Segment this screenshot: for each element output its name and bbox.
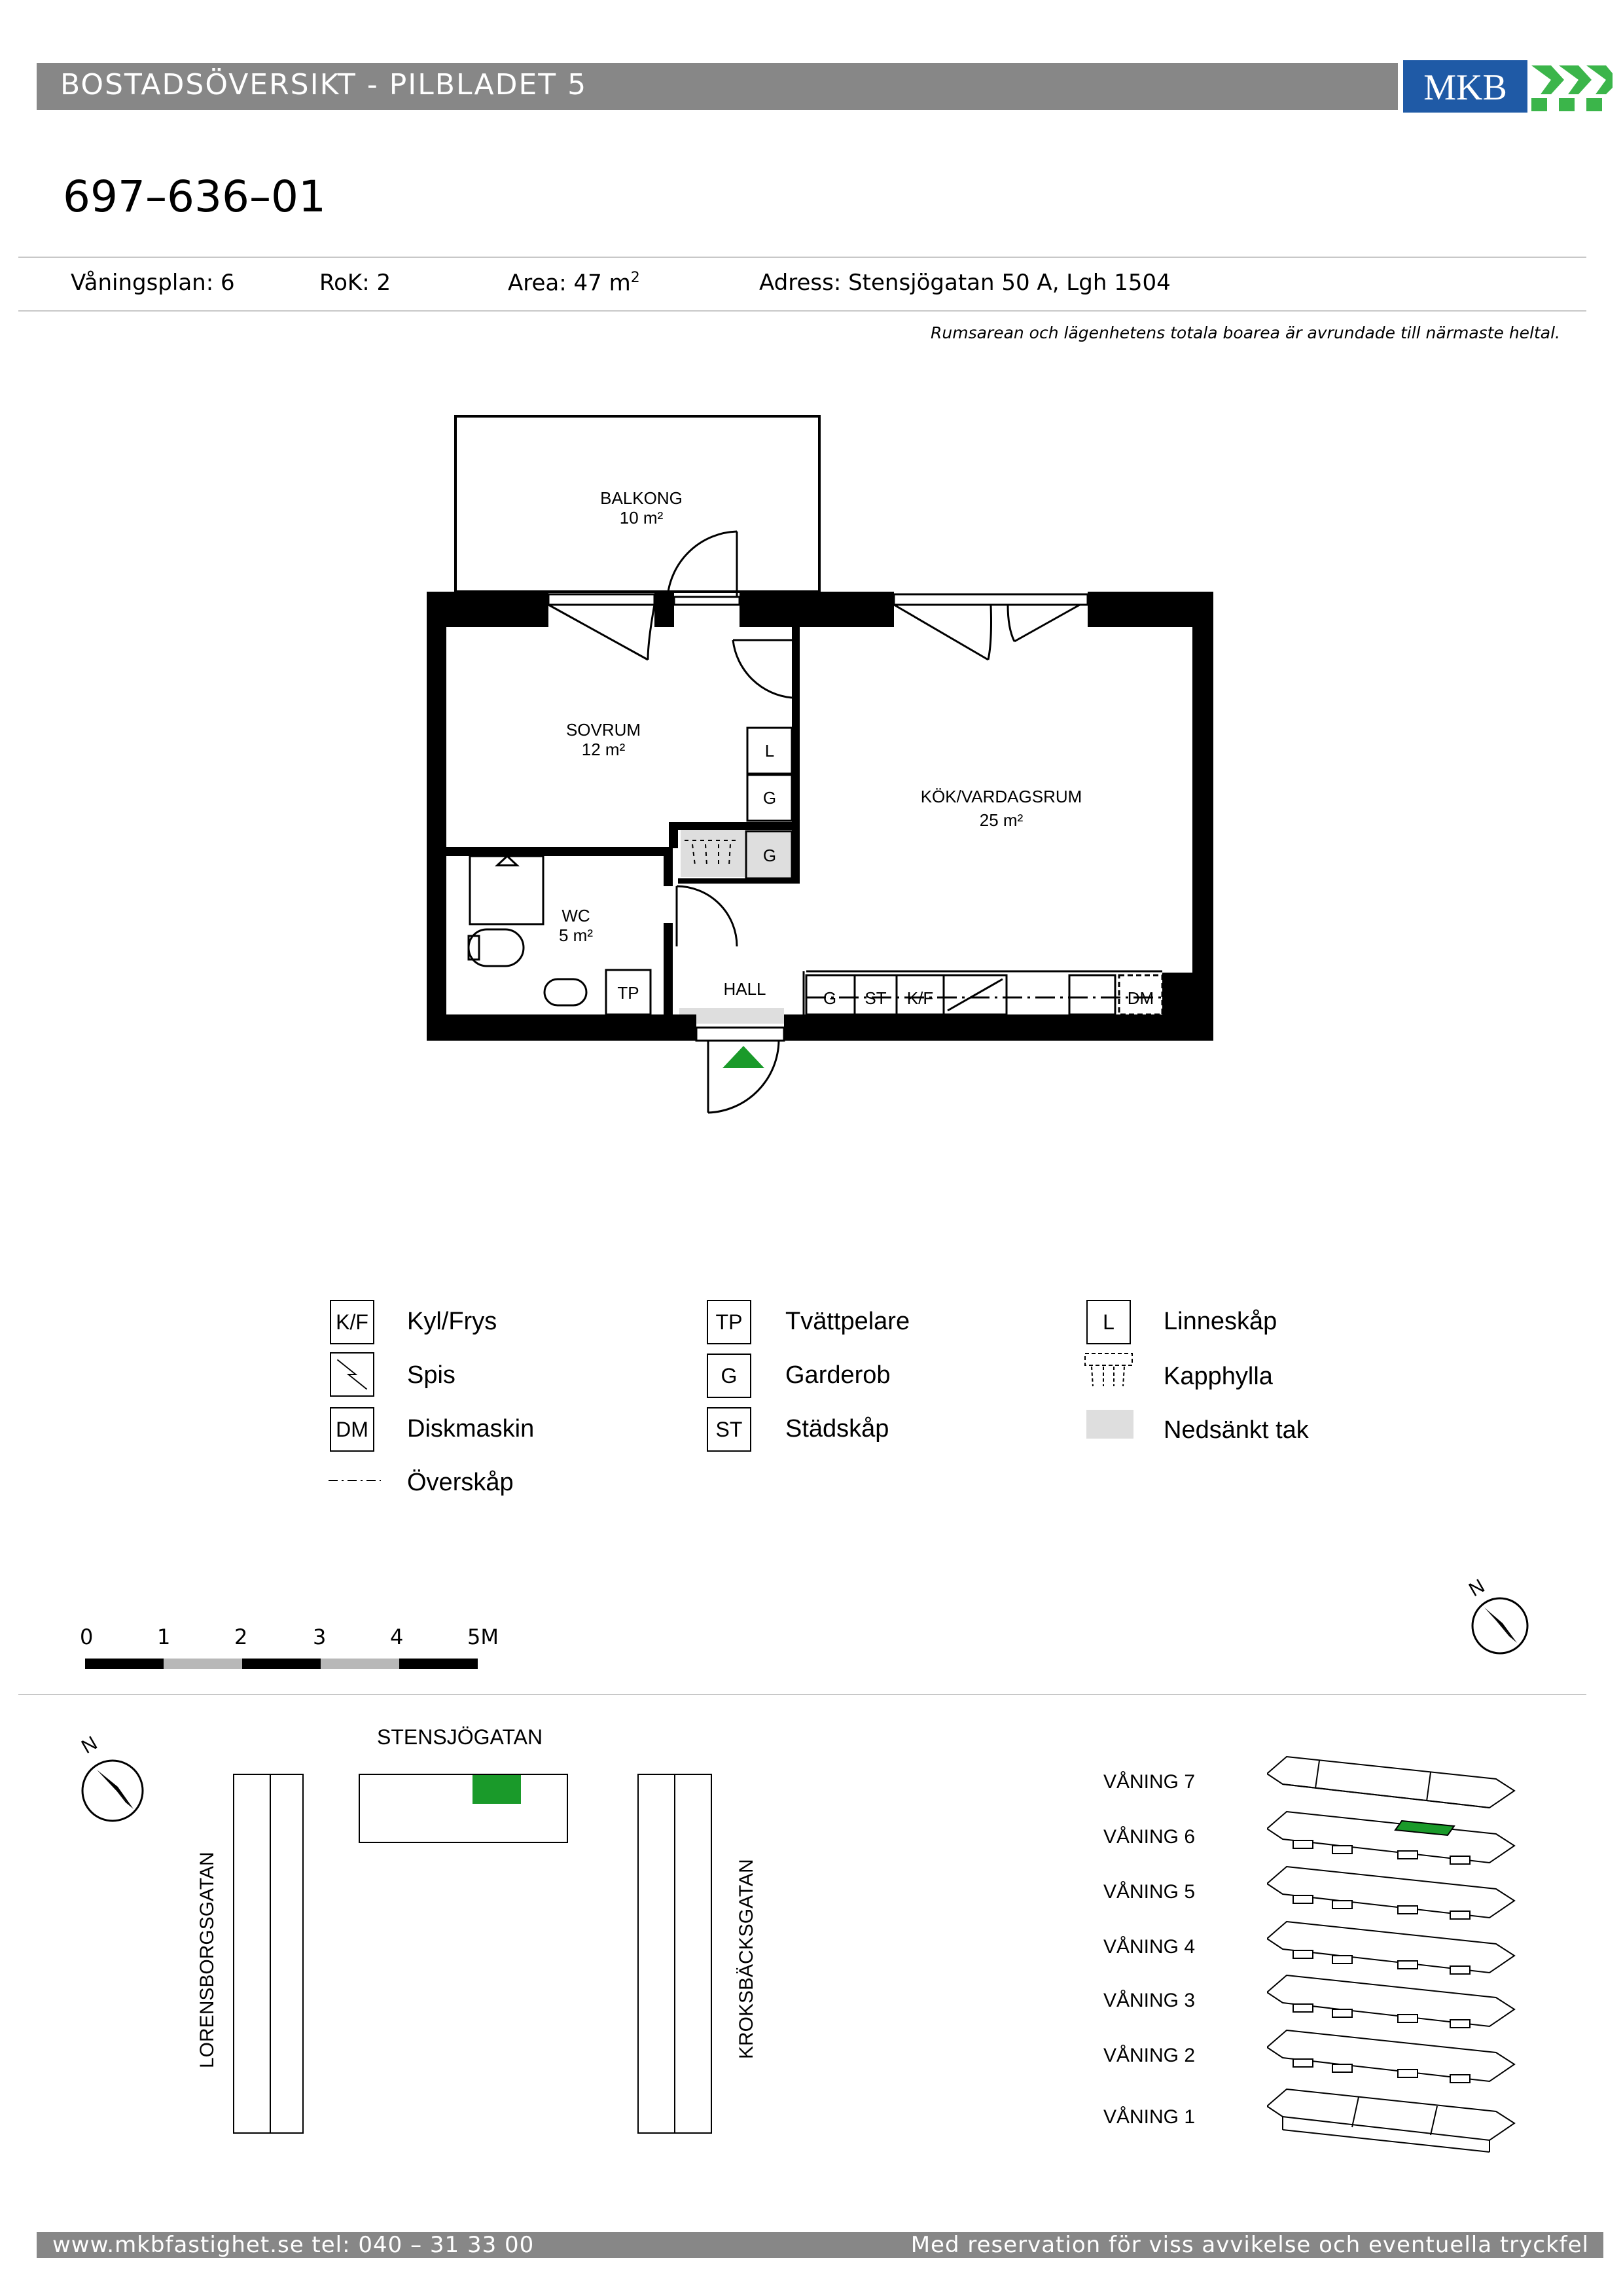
mark-wardrobe-2: G: [762, 846, 777, 865]
mark-wardrobe-1: G: [762, 788, 777, 808]
entry-arrow: [722, 1046, 764, 1068]
legend-box-l: L: [1086, 1300, 1131, 1344]
divider-bottom: [18, 1694, 1586, 1695]
legend-box-g: G: [707, 1354, 751, 1398]
kok-area: 25 m²: [979, 810, 1024, 830]
footer-disclaimer: Med reservation för viss avvikelse och eventuella tryckfel: [910, 2232, 1589, 2258]
area-sup: 2: [630, 270, 640, 286]
outer-walls: [427, 592, 1213, 1041]
compass-top: [1457, 1571, 1535, 1662]
floor-3-label: VÅNING 3: [1103, 1990, 1196, 2011]
scale-bar: [85, 1659, 478, 1669]
building-right-divider: [674, 1774, 675, 2134]
floor-1-label: VÅNING 1: [1103, 2106, 1196, 2128]
logo-text: MKB: [1423, 67, 1507, 108]
sovrum-name: SOVRUM: [565, 720, 641, 740]
scale-3: 3: [313, 1624, 327, 1649]
floor-5-label: VÅNING 5: [1103, 1881, 1196, 1903]
wc-name: WC: [562, 906, 590, 925]
legend-box-st: ST: [707, 1407, 751, 1452]
legend-label-tp: Tvättpelare: [785, 1308, 910, 1335]
scale-4: 4: [390, 1624, 404, 1649]
legend-label-l: Linneskåp: [1164, 1308, 1277, 1335]
rok-info: RoK: 2: [319, 270, 391, 296]
rounding-note: Rumsarean och lägenhetens totala boarea är avrundade till närmaste heltal.: [931, 323, 1560, 342]
wc-area: 5 m²: [559, 925, 593, 945]
address-info: Adress: Stensjögatan 50 A, Lgh 1504: [759, 270, 1171, 296]
scale-1: 1: [157, 1624, 171, 1649]
mark-cleaning: ST: [865, 988, 887, 1008]
scale-5: 5M: [467, 1624, 499, 1649]
floor-info: Våningsplan: 6: [71, 270, 235, 296]
mark-washer: TP: [617, 983, 639, 1003]
building-center: [359, 1774, 568, 1843]
lowered-ceiling-closet: [681, 830, 745, 877]
building-left: [233, 1774, 304, 2134]
legend-label-st: Städskåp: [785, 1415, 889, 1443]
scale-0: 0: [80, 1624, 94, 1649]
compass-top-n: N: [1465, 1575, 1489, 1602]
floor-6-label: VÅNING 6: [1103, 1826, 1196, 1848]
floor-7-label: VÅNING 7: [1103, 1771, 1196, 1793]
mark-wardrobe-3: G: [823, 988, 837, 1008]
legend-label-overhead: Överskåp: [407, 1469, 514, 1496]
lowered-ceiling-swatch: [1086, 1410, 1133, 1439]
building-highlight: [473, 1775, 521, 1804]
legend-label-g: Garderob: [785, 1361, 891, 1389]
floor-2-label: VÅNING 2: [1103, 2045, 1196, 2066]
entry-door: [696, 1028, 784, 1113]
mark-fridge: K/F: [906, 988, 934, 1008]
legend-label-stove: Spis: [407, 1361, 455, 1389]
hall-name: HALL: [723, 979, 766, 999]
coat-rack-icon: [1084, 1352, 1133, 1389]
overhead-cabinet-icon: [329, 1474, 381, 1487]
bedroom-door: [733, 640, 792, 698]
mark-dishwasher: DM: [1127, 988, 1154, 1008]
wc-door: [677, 886, 737, 946]
legend-label-kf: Kyl/Frys: [407, 1308, 497, 1335]
stove-icon: [330, 1352, 374, 1397]
compass-site: [72, 1728, 157, 1826]
compass-site-n: N: [78, 1732, 101, 1759]
area-label: Area: 47 m: [508, 270, 631, 296]
sovrum-area: 12 m²: [581, 740, 626, 759]
kok-name: KÖK/VARDAGSRUM: [920, 787, 1082, 806]
street-left: LORENSBORGSGATAN: [196, 1852, 218, 2068]
footer-contact: www.mkbfastighet.se tel: 040 – 31 33 00: [52, 2232, 535, 2258]
legend-label-ceiling: Nedsänkt tak: [1164, 1416, 1309, 1444]
apartment-id: 697–636–01: [63, 171, 326, 222]
floor-4-label: VÅNING 4: [1103, 1936, 1196, 1958]
header-title: BOSTADSÖVERSIKT - PILBLADET 5: [60, 68, 588, 101]
balkong-area: 10 m²: [619, 508, 664, 528]
legend-box-dm: DM: [330, 1407, 374, 1452]
balkong-name: BALKONG: [600, 488, 683, 508]
legend-box-tp: TP: [707, 1300, 751, 1344]
street-top: STENSJÖGATAN: [377, 1725, 543, 1749]
scale-2: 2: [234, 1624, 248, 1649]
street-right: KROKSBÄCKSGATAN: [736, 1859, 757, 2059]
mark-linen: L: [764, 741, 775, 761]
floor-stack: [1267, 1748, 1516, 2153]
building-left-divider: [270, 1774, 271, 2134]
legend-label-coat: Kapphylla: [1164, 1363, 1273, 1390]
legend-box-kf: K/F: [330, 1300, 374, 1344]
legend-label-dm: Diskmaskin: [407, 1415, 535, 1443]
balcony-door: [668, 531, 740, 605]
